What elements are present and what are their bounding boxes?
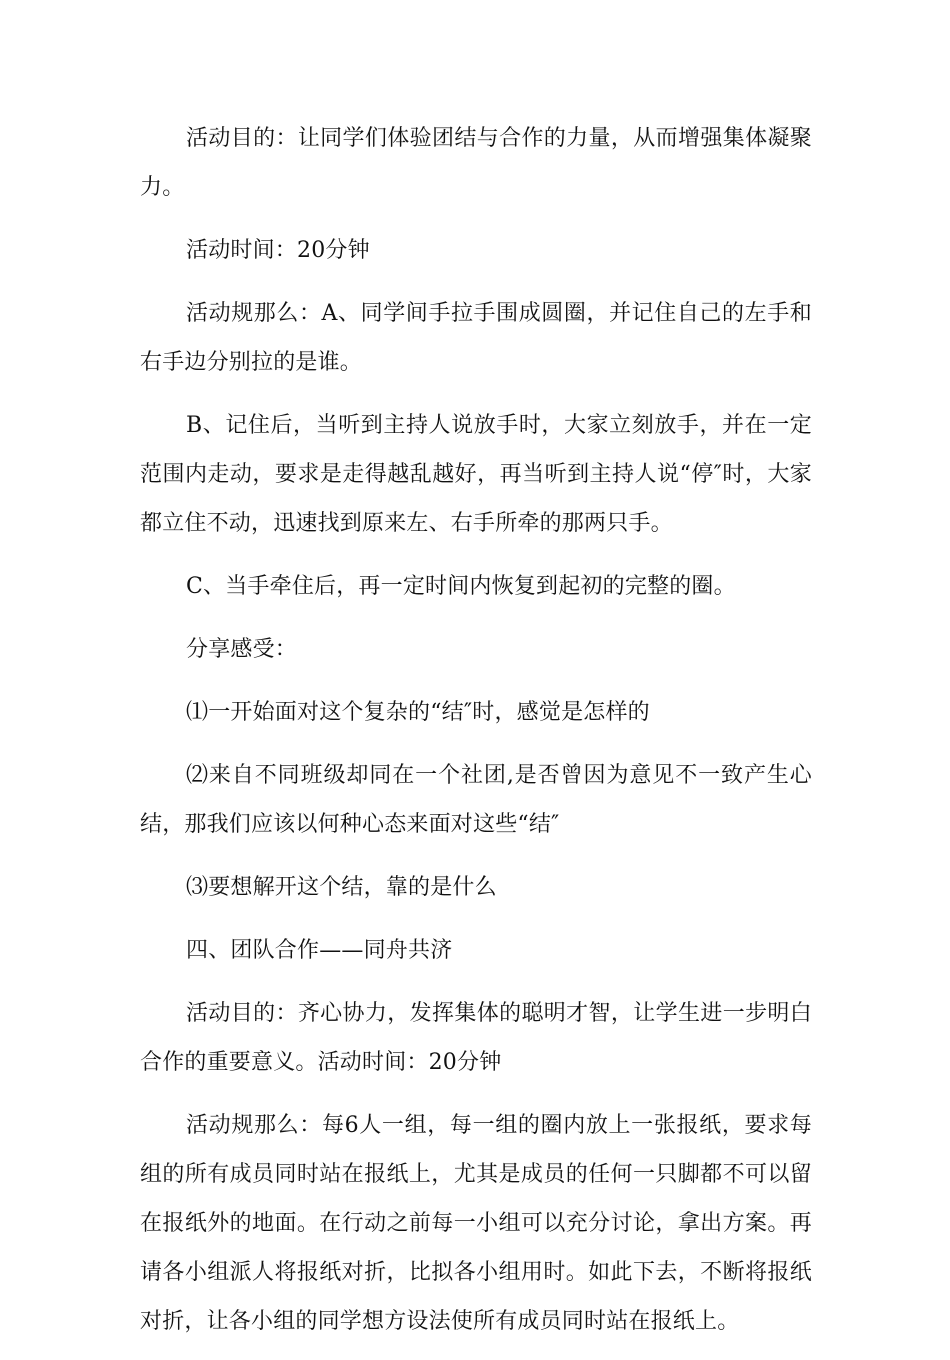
paragraph-activity-goal-1: 活动目的：让同学们体验团结与合作的力量，从而增强集体凝聚力。: [140, 126, 812, 200]
paragraph-question-2: ⑵来自不同班级却同在一个社团,是否曾因为意见不一致产生心结，那我们应该以何种心态来面对这些“结″: [140, 763, 812, 837]
paragraph-rule-b: B、记住后，当听到主持人说放手时，大家立刻放手，并在一定范围内走动，要求是走得越乱越好，再当听到主持人说“停″时，大家都立住不动，迅速找到原来左、右手所牵的那两只手。: [140, 413, 812, 536]
paragraph-rule-c: C、当手牵住后，再一定时间内恢复到起初的完整的圈。: [186, 574, 736, 599]
paragraph-question-1: ⑴一开始面对这个复杂的“结″时，感觉是怎样的: [186, 700, 650, 725]
paragraph-activity-time-1: 活动时间：20分钟: [186, 238, 370, 263]
section-heading-teamwork: 四、团队合作——同舟共济: [186, 938, 453, 963]
paragraph-share-heading: 分享感受：: [186, 637, 298, 662]
paragraph-question-3: ⑶要想解开这个结，靠的是什么: [186, 875, 497, 900]
paragraph-activity-goal-2: 活动目的：齐心协力，发挥集体的聪明才智，让学生进一步明白合作的重要意义。活动时间：20分钟: [140, 1001, 812, 1075]
paragraph-activity-rules-2: 活动规那么：每6人一组，每一组的圈内放上一张报纸，要求每组的所有成员同时站在报纸上，尤其是成员的任何一只脚都不可以留在报纸外的地面。在行动之前每一小组可以充分讨论，拿出方案。再请各小组派人将报纸对折，比拟各小组用时。如此下去，不断将报纸对折，让各小组的同学想方设法使所有成员同时站在报纸上。: [140, 1113, 812, 1334]
document-page: [140, 114, 812, 1360]
paragraph-activity-rules-1: 活动规那么：A、同学间手拉手围成圆圈，并记住自己的左手和右手边分别拉的是谁。: [140, 301, 812, 375]
